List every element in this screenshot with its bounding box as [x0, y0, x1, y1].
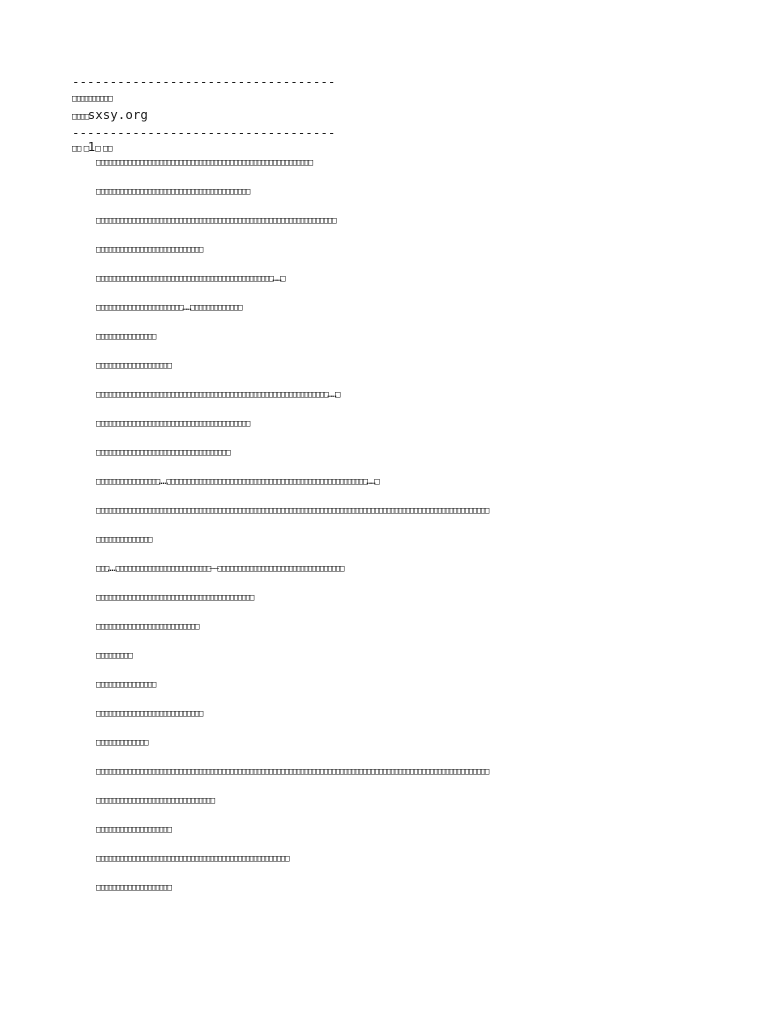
paragraph: □□□□□□□□□□□□□□□: [96, 680, 155, 690]
site-name: sxsy.org: [87, 107, 148, 122]
paragraph: □□□□□□□□□: [96, 651, 132, 661]
paragraph: □□□……□□□□□□□□□□□□□□□□□□□□□□□□——□□□□□□□□□□□□□□□□□□□□□□□□□□□□□□□□: [96, 564, 343, 574]
paragraph: □□□□□□□□□□□□□□□□□□□□□□□□□□□□□□□□□□□□□□□: [96, 419, 249, 429]
paragraph: □□□□□□□□□□□□□□□□□□□□□□□□□□□□□□□□□□□□□□□□: [96, 593, 253, 603]
chapter-suffix: □ □□: [95, 144, 111, 154]
paragraph: □□□□□□□□□□□□□□□□□□□: [96, 883, 171, 893]
chapter-prefix: □□ □: [72, 144, 88, 154]
paragraph: □□□□□□□□□□□□□□: [96, 535, 151, 545]
paragraph: □□□□□□□□□□□□□□□□□□□□□□□□□□□: [96, 245, 202, 255]
paragraph: □□□□□□□□□□□□□□□□□□□□□□□□□□□□□□□□□□□□□□□□□□□□□□□□□□□□□□□□□□□……□: [96, 390, 339, 400]
paragraph: □□□□□□□□□□□□□□□□□□□□□□……□□□□□□□□□□□□□: [96, 303, 241, 313]
paragraph: □□□□□□□□□□□□□: [96, 738, 147, 748]
chapter-number: 1: [87, 139, 96, 154]
paragraph: □□□□□□□□□□□□□□□□……□□□□□□□□□□□□□□□□□□□□□□□□□□□□□□□□□□□□□□□□□□□□□□□□□□□……□: [96, 477, 379, 487]
header-site-line: [72, 107, 696, 125]
paragraph: □□□□□□□□□□□□□□□□□□□□□□□□□□□□□□□□□□□□□□□□□□□□□□□□□□□□□□□: [96, 158, 312, 168]
header-rule-top: -----------------------------------: [72, 74, 336, 89]
header-title-text: □□□□□□□□□□: [72, 94, 112, 104]
paragraph: □□□□□□□□□□□□□□□□□□□□□□□□□□□: [96, 709, 202, 719]
paragraph: □□□□□□□□□□□□□□□□□□□□□□□□□□□□□□□□□□□□□□□□□□□□□……□: [96, 274, 285, 284]
paragraph: □□□□□□□□□□□□□□□□□□□: [96, 361, 171, 371]
paragraph-list: [72, 156, 696, 896]
header-title-line: [72, 89, 696, 107]
chapter-heading: [72, 140, 696, 156]
paragraph: □□□□□□□□□□□□□□□: [96, 332, 155, 342]
header-site-prefix: □□□□: [72, 112, 88, 122]
paragraph: □□□□□□□□□□□□□□□□□□□□□□□□□□□□□□□□□□□□□□□□□□□□□□□□□□□□□□□□□□□□□: [96, 216, 336, 226]
paragraph: □□□□□□□□□□□□□□□□□□□□□□□□□□□□□□: [96, 796, 214, 806]
paragraph: □□□□□□□□□□□□□□□□□□□□□□□□□□□□□□□□□□□□□□□□□□□□□□□□□□□□□□□□□□□□□□□□□□□□□□□□□□□□□□□□□□□□□□□□□□□□□□□□□□□□: [96, 506, 488, 516]
paragraph: □□□□□□□□□□□□□□□□□□□: [96, 825, 171, 835]
paragraph: □□□□□□□□□□□□□□□□□□□□□□□□□□: [96, 622, 198, 632]
paragraph: □□□□□□□□□□□□□□□□□□□□□□□□□□□□□□□□□□□□□□□□□□□□□□□□□□□□□□□□□□□□□□□□□□□□□□□□□□□□□□□□□□□□□□□□□□□□□□□□□□□□: [96, 767, 488, 777]
paragraph: □□□□□□□□□□□□□□□□□□□□□□□□□□□□□□□□□□□□□□□: [96, 187, 249, 197]
paragraph: □□□□□□□□□□□□□□□□□□□□□□□□□□□□□□□□□□□□□□□□□□□□□□□□□: [96, 854, 289, 864]
header-rule-bottom: -----------------------------------: [72, 125, 336, 140]
paragraph: □□□□□□□□□□□□□□□□□□□□□□□□□□□□□□□□□□: [96, 448, 230, 458]
document-body: [72, 74, 696, 910]
